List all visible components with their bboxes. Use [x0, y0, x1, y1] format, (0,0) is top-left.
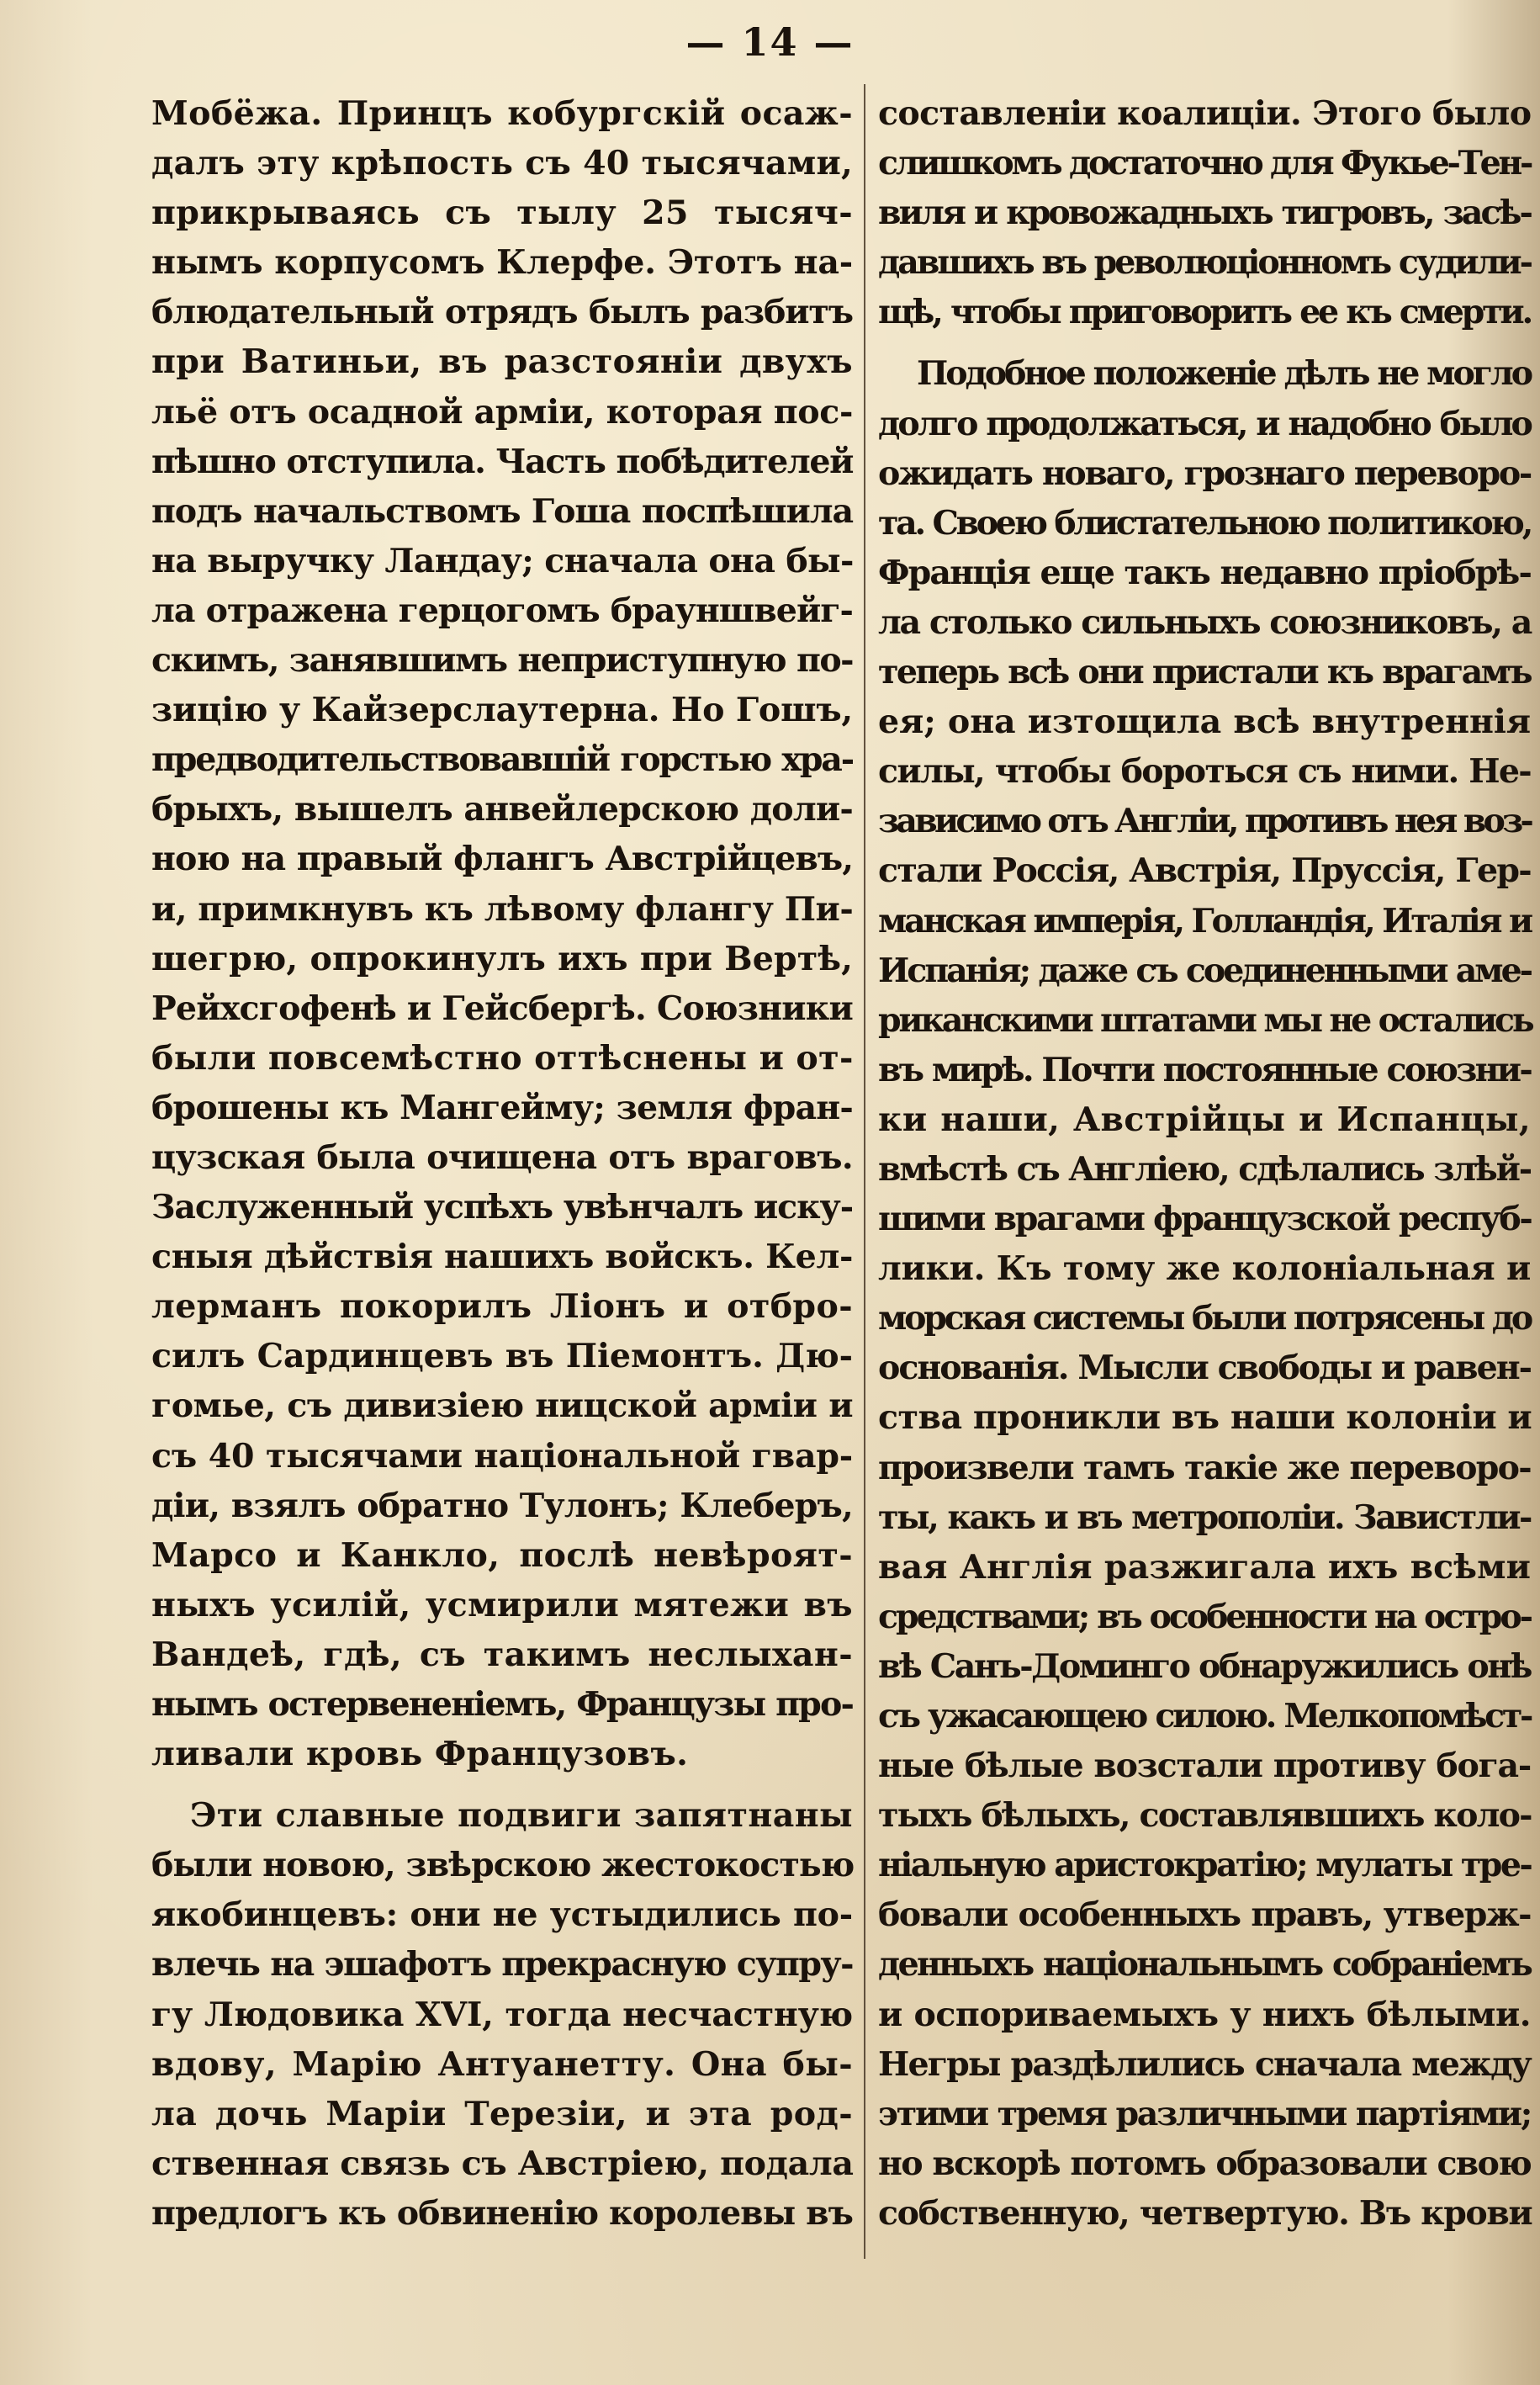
text-line: шими врагами французской респуб- [878, 1200, 1532, 1239]
text-line: скимъ, занявшимъ неприступную по- [151, 641, 853, 681]
text-line: сныя дѣйствія нашихъ войскъ. Кел- [151, 1238, 853, 1277]
text-line: брошены къ Мангейму; земля фран- [151, 1088, 853, 1127]
text-line: при Ватиньи, въ разстояніи двухъ [151, 342, 853, 382]
text-line: пѣшно отступила. Часть побѣдителей [151, 442, 853, 481]
paragraph-break [878, 337, 1531, 349]
text-line: ныхъ усилій, усмирили мятежи въ [151, 1585, 853, 1624]
text-line: Негры раздѣлились сначала между [878, 2044, 1531, 2084]
text-line: ною на правый флангъ Австрійцевъ, [151, 840, 853, 879]
text-line: стали Россія, Австрія, Пруссія, Гер- [878, 851, 1531, 891]
text-line: шегрю, опрокинулъ ихъ при Вертѣ, [151, 939, 853, 978]
text-line: гу Людовика XVI, тогда несчастную [151, 1995, 853, 2034]
text-line: вѣ Санъ-Доминго обнаружились онѣ [878, 1646, 1531, 1686]
text-line: но вскорѣ потомъ образовали свою [878, 2144, 1531, 2183]
text-line: цузская была очищена отъ враговъ. [151, 1137, 853, 1177]
text-line: Заслуженный успѣхъ увѣнчалъ иску- [151, 1188, 853, 1227]
text-line: щѣ, чтобы приговорить ее къ смерти. [878, 293, 1531, 332]
text-line: вдову, Марію Антуанетту. Она бы- [151, 2044, 853, 2084]
text-line: діи, взялъ обратно Тулонъ; Клеберъ, [151, 1486, 853, 1525]
text-line: ла столько сильныхъ союзниковъ, а [878, 602, 1531, 642]
text-line: зависимо отъ Англіи, противъ нея воз- [878, 802, 1531, 841]
text-line: ственная связь съ Австріею, подала [151, 2144, 854, 2183]
text-line: силы, чтобы бороться съ ними. Не- [878, 752, 1531, 792]
text-line: льё отъ осадной арміи, которая пос- [151, 392, 853, 432]
text-line: этими тремя различными партіями; [878, 2094, 1531, 2133]
column-divider [864, 84, 865, 2259]
text-line: долго продолжаться, и надобно было [878, 404, 1531, 443]
text-line: ла отражена герцогомъ брауншвейг- [151, 591, 853, 630]
text-line: давшихъ въ революціонномъ судили- [878, 243, 1532, 283]
text-line: вая Англія разжигала ихъ всѣми [878, 1547, 1531, 1587]
text-line: манская имперія, Голландія, Италія и [878, 901, 1531, 941]
page-number: — 14 — [685, 19, 855, 65]
paragraph-break [151, 1779, 853, 1791]
text-line: были повсемѣстно оттѣснены и от- [151, 1038, 854, 1078]
text-line: предлогъ къ обвиненію королевы въ [151, 2193, 853, 2233]
text-line: теперь всѣ они пристали къ врагамъ [878, 653, 1531, 692]
text-line: ливали кровь Французовъ. [151, 1735, 689, 1774]
text-line: Эти славные подвиги запятнаны [190, 1796, 853, 1836]
text-line: съ 40 тысячами національной гвар- [151, 1436, 853, 1476]
text-line: въ мирѣ. Почти постоянные союзни- [878, 1050, 1531, 1089]
text-line: основанія. Мысли свободы и равен- [878, 1349, 1531, 1388]
text-line: якобинцевъ: они не устыдились по- [151, 1895, 853, 1935]
text-line: далъ эту крѣпость съ 40 тысячами, [151, 144, 853, 183]
text-line: брыхъ, вышелъ анвейлерскою доли- [151, 790, 853, 829]
text-line: морская системы были потрясены до [878, 1299, 1531, 1338]
text-line: Рейхсгофенѣ и Гейсбергѣ. Союзники [151, 988, 853, 1028]
text-line: прикрываясь съ тылу 25 тысяч- [151, 193, 853, 233]
text-line: ты, какъ и въ метрополіи. Завистли- [878, 1497, 1531, 1537]
text-line: вмѣстѣ съ Англіею, сдѣлались злѣй- [878, 1149, 1531, 1189]
text-line: тыхъ бѣлыхъ, составлявшихъ коло- [878, 1796, 1532, 1836]
text-line: риканскими штатами мы не остались [878, 1000, 1532, 1040]
text-line: Испанія; даже съ соединенными аме- [878, 951, 1531, 990]
text-line: слишкомъ достаточно для Фукье-Тен- [878, 144, 1531, 183]
text-line: Подобное положеніе дѣлъ не могло [917, 354, 1531, 394]
text-line: виля и кровожадныхъ тигровъ, засѣ- [878, 193, 1531, 233]
text-line: ніальную аристократію; мулаты тре- [878, 1846, 1532, 1885]
text-line: и, примкнувъ къ лѣвому флангу Пи- [151, 889, 854, 929]
text-line: влечь на эшафотъ прекрасную супру- [151, 1945, 853, 1985]
text-line: Мобёжа. Принцъ кобургскій осаж- [151, 94, 853, 133]
right-column [878, 89, 1531, 2239]
text-line: лики. Къ тому же колоніальная и [878, 1249, 1531, 1289]
text-line: средствами; въ особенности на остро- [878, 1597, 1531, 1636]
left-column [151, 89, 853, 2239]
text-line: силъ Сардинцевъ въ Піемонтъ. Дю- [151, 1337, 853, 1376]
text-line: гомье, съ дивизіею ницской арміи и [151, 1386, 853, 1426]
text-line: собственную, четвертую. Въ крови [878, 2193, 1532, 2233]
text-line: произвели тамъ такіе же переворо- [878, 1448, 1531, 1487]
text-line: та. Своею блистательною политикою, [878, 503, 1531, 543]
text-line: бовали особенныхъ правъ, утверж- [878, 1895, 1531, 1935]
text-line: ки наши, Австрійцы и Испанцы, [878, 1100, 1531, 1139]
text-line: денныхъ національнымъ собраніемъ [878, 1945, 1531, 1985]
text-line: ея; она изтощила всѣ внутреннія [878, 702, 1531, 742]
text-line: Франція еще такъ недавно пріобрѣ- [878, 553, 1531, 592]
text-line: нымъ корпусомъ Клерфе. Этотъ на- [151, 243, 853, 283]
text-line: Марсо и Канкло, послѣ невѣроят- [151, 1535, 853, 1575]
text-line: на выручку Ландау; сначала она бы- [151, 541, 854, 580]
text-line: ожидать новаго, грознаго переворо- [878, 453, 1531, 493]
text-line: нымъ остервененіемъ, Французы про- [151, 1685, 853, 1724]
text-line: подъ начальствомъ Гоша поспѣшила [151, 491, 853, 531]
text-line: и оспориваемыхъ у нихъ бѣлыми. [878, 1995, 1531, 2034]
text-line: Вандеѣ, гдѣ, съ такимъ неслыхан- [151, 1635, 853, 1674]
text-line: ла дочь Маріи Терезіи, и эта род- [151, 2094, 853, 2133]
text-line: ные бѣлые возстали противу бога- [878, 1746, 1531, 1786]
text-line: блюдательный отрядъ былъ разбитъ [151, 293, 853, 332]
text-line: зицію у Кайзерслаутерна. Но Гошъ, [151, 691, 853, 730]
text-line: лерманъ покорилъ Ліонъ и отбро- [151, 1287, 853, 1327]
text-line: предводительствовавшій горстью хра- [151, 740, 853, 780]
text-line: съ ужасающею силою. Мелкопомѣст- [878, 1697, 1531, 1736]
text-line: были новою, звѣрскою жестокостью [151, 1846, 855, 1885]
text-line: ства проникли въ наши колоніи и [878, 1398, 1532, 1438]
text-line: составленіи коалиціи. Этого было [878, 94, 1532, 133]
